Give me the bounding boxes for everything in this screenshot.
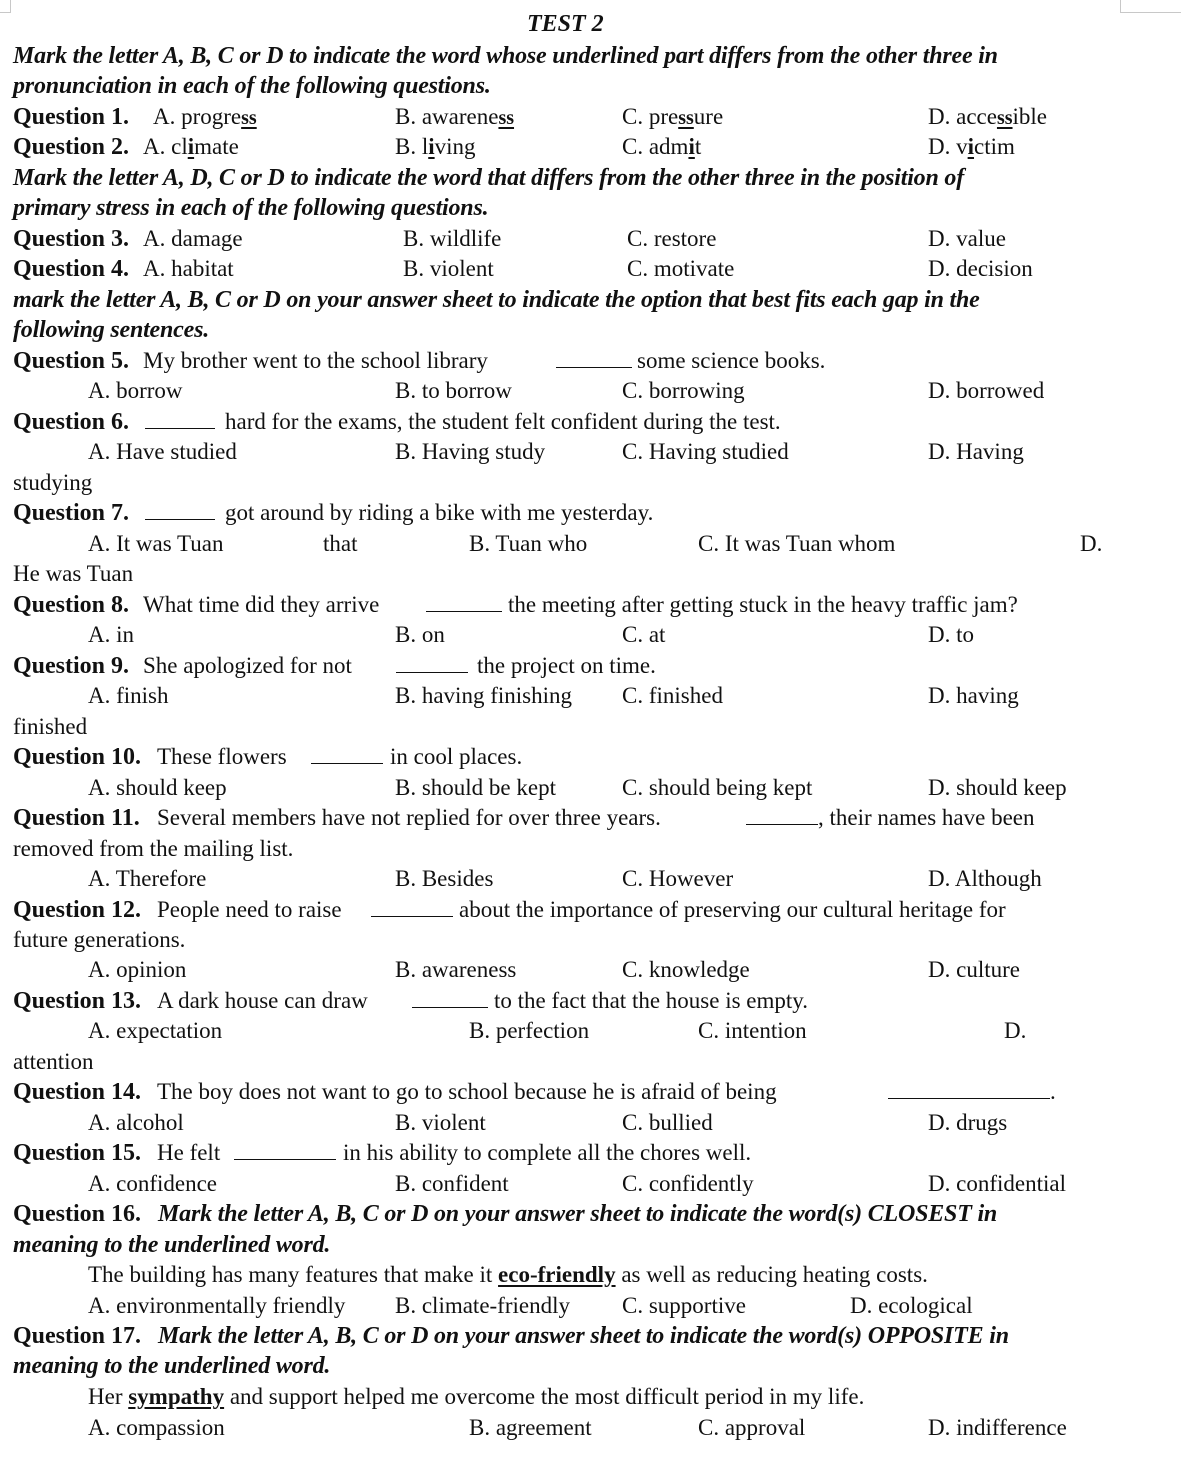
option-d: D. victim [928,134,1015,159]
question-sentence: Her sympathy and support helped me overcome the most difficult period in my life. [88,1384,865,1409]
option-c: C. knowledge [622,957,750,982]
option-a: A. damage [143,226,243,251]
question-stem-end: to the fact that the house is empty. [494,988,809,1013]
question-13-options-cont [0,1047,1181,1077]
option-b: B. to borrow [395,378,512,403]
question-stem: Several members have not replied for over three years. [157,805,661,830]
option-d: D. borrowed [928,378,1045,403]
option-b: B. living [395,134,476,159]
option-c: C. admit [622,134,702,159]
question-stem: What time did they arrive [143,592,380,617]
option-c: C. intention [698,1018,807,1043]
instruction-text: following sentences. [13,317,210,343]
question-8-options [0,620,1181,650]
option-a: A. in [88,622,134,647]
question-10-options [0,773,1181,803]
section1-instruction [0,41,1181,71]
question-label: Question 13. [13,988,142,1014]
question-15-options [0,1169,1181,1199]
option-b: B. perfection [469,1018,590,1043]
question-16 [0,1199,1181,1229]
option-a: A. compassion [88,1415,225,1440]
option-d: D. [1004,1018,1027,1043]
option-b: B. violent [395,1110,486,1135]
option-c: C. approval [698,1415,806,1440]
question-2 [0,132,1181,162]
option-d: D. confidential [928,1171,1066,1196]
option-d-cont: studying [13,470,93,495]
option-b: B. agreement [469,1415,592,1440]
question-14-options [0,1108,1181,1138]
question-12-options [0,955,1181,985]
question-1 [0,102,1181,132]
question-stem: My brother went to the school library [143,348,488,373]
question-label: Question 15. [13,1140,142,1166]
question-9 [0,651,1181,681]
underlined-word: sympathy [128,1384,225,1409]
question-17-sentence [0,1382,1181,1412]
option-a: A. borrow [88,378,183,403]
answer-blank [371,895,453,925]
option-c: C. However [622,866,734,891]
answer-blank [426,590,502,620]
option-a: A. environmentally friendly [88,1293,346,1318]
question-stem: He felt [157,1140,221,1165]
option-b: B. violent [403,256,494,281]
question-16-instruction-cont [0,1230,1181,1260]
instruction-text: Mark the letter A, B, C or D on your answer sheet to indicate the word(s) CLOSEST in [158,1201,998,1227]
option-d: D. Although [928,866,1042,891]
instruction-text: meaning to the underlined word. [13,1232,331,1258]
option-a: A. should keep [88,775,227,800]
option-b: B. awareness [395,957,517,982]
question-label: Question 11. [13,805,140,831]
option-d-cont: attention [13,1049,94,1074]
answer-blank [746,803,818,833]
option-b: B. wildlife [403,226,502,251]
question-16-options [0,1291,1181,1321]
question-label: Question 3. [13,226,130,252]
section2-instruction [0,163,1181,193]
option-b: B. having finishing [395,683,572,708]
question-stem-end: in his ability to complete all the chores well. [343,1140,752,1165]
question-5 [0,346,1181,376]
option-b: B. awareness [395,104,515,129]
option-c: C. bullied [622,1110,713,1135]
instruction-text: Mark the letter A, B, C or D on your answer sheet to indicate the word(s) OPPOSITE in [158,1323,1009,1349]
question-stem-end: hard for the exams, the student felt confident during the test. [225,409,781,434]
question-stem-end: the meeting after getting stuck in the heavy traffic jam? [508,592,1018,617]
option-c: C. supportive [622,1293,746,1318]
option-d: D. drugs [928,1110,1008,1135]
option-d: D. ecological [850,1293,973,1318]
option-d: D. should keep [928,775,1067,800]
question-4 [0,254,1181,284]
option-d: D. having [928,683,1019,708]
question-16-sentence [0,1260,1181,1290]
question-label: Question 2. [13,134,130,160]
answer-blank [145,407,215,437]
option-a: A. alcohol [88,1110,184,1135]
option-c: C. should being kept [622,775,813,800]
question-6 [0,407,1181,437]
question-label: Question 16. [13,1201,142,1227]
question-17-options [0,1413,1181,1443]
question-6-options [0,437,1181,467]
instruction-text: mark the letter A, B, C or D on your answer sheet to indicate the option that best fits each gap in the [13,287,980,313]
question-stem: A dark house can draw [157,988,368,1013]
option-a: A. expectation [88,1018,223,1043]
section1-instruction-cont [0,71,1181,101]
answer-blank [234,1138,336,1168]
option-b: B. Tuan who [469,531,588,556]
option-a: A. progress [153,104,257,129]
underlined-word: eco-friendly [498,1262,616,1287]
question-stem: People need to raise [157,897,342,922]
option-a: A. opinion [88,957,187,982]
option-d: D. Having [928,439,1024,464]
page-title: TEST 2 [527,11,604,37]
question-label: Question 14. [13,1079,142,1105]
option-a: A. Have studied [88,439,237,464]
option-c: C. pressure [622,104,724,129]
option-b: B. Having study [395,439,546,464]
question-3 [0,224,1181,254]
option-b: B. should be kept [395,775,556,800]
question-11-cont [0,834,1181,864]
option-a: A. climate [143,134,239,159]
option-d: D. [1080,531,1103,556]
option-d: D. culture [928,957,1020,982]
option-c: C. It was Tuan whom [698,531,896,556]
section3-instruction-cont [0,315,1181,345]
option-d: D. decision [928,256,1033,281]
question-8 [0,590,1181,620]
question-11 [0,803,1181,833]
question-stem-end: the project on time. [477,653,656,678]
question-label: Question 12. [13,897,142,923]
question-12-cont [0,925,1181,955]
option-d: D. accessible [928,104,1048,129]
question-13-options [0,1016,1181,1046]
instruction-text: meaning to the underlined word. [13,1353,331,1379]
question-stem: She apologized for not [143,653,352,678]
question-sentence: The building has many features that make it eco-friendly as well as reducing heating costs. [88,1262,928,1287]
option-d: D. value [928,226,1006,251]
title-line [0,9,1181,39]
question-5-options [0,376,1181,406]
question-7-options [0,529,1181,559]
option-a: A. finish [88,683,169,708]
question-label: Question 8. [13,592,130,618]
question-stem-cont: future generations. [13,927,186,952]
question-stem-end: in cool places. [390,744,523,769]
question-stem-end: about the importance of preserving our cultural heritage for [459,897,1006,922]
option-c: C. motivate [627,256,735,281]
question-label: Question 6. [13,409,130,435]
question-stem: These flowers [157,744,287,769]
question-label: Question 10. [13,744,142,770]
question-stem: The boy does not want to go to school because he is afraid of being [157,1079,777,1104]
instruction-text: primary stress in each of the following questions. [13,195,489,221]
answer-blank [311,742,383,772]
instruction-text: Mark the letter A, B, C or D to indicate the word whose underlined part differs from the other three in [13,43,998,69]
option-a-cont: that [323,531,358,556]
question-stem-end: . [1050,1079,1056,1104]
question-stem-end: , their names have been [818,805,1035,830]
section2-instruction-cont [0,193,1181,223]
question-17-instruction-cont [0,1351,1181,1381]
question-stem-cont: removed from the mailing list. [13,836,294,861]
question-stem-end: some science books. [637,348,826,373]
answer-blank [145,498,215,528]
option-b: B. climate-friendly [395,1293,570,1318]
option-c: C. finished [622,683,723,708]
option-b: B. on [395,622,445,647]
question-7-options-cont [0,559,1181,589]
option-b: B. Besides [395,866,494,891]
option-c: C. at [622,622,666,647]
option-d-cont: finished [13,714,88,739]
option-c: C. Having studied [622,439,789,464]
question-10 [0,742,1181,772]
option-c: C. confidently [622,1171,754,1196]
question-stem-end: got around by riding a bike with me yesterday. [225,500,654,525]
question-14 [0,1077,1181,1107]
answer-blank [396,651,468,681]
question-15 [0,1138,1181,1168]
option-c: C. borrowing [622,378,745,403]
question-7 [0,498,1181,528]
question-label: Question 4. [13,256,130,282]
option-d-cont: He was Tuan [13,561,134,586]
option-d: D. to [928,622,974,647]
question-13 [0,986,1181,1016]
question-9-options-cont [0,712,1181,742]
question-label: Question 1. [13,104,130,130]
question-11-options [0,864,1181,894]
question-label: Question 7. [13,500,130,526]
answer-blank [888,1077,1050,1107]
option-a: A. Therefore [88,866,207,891]
option-a: A. habitat [143,256,234,281]
option-c: C. restore [627,226,717,251]
question-12 [0,895,1181,925]
answer-blank [412,986,488,1016]
option-b: B. confident [395,1171,509,1196]
option-a: A. It was Tuan [88,531,224,556]
question-6-options-cont [0,468,1181,498]
instruction-text: Mark the letter A, D, C or D to indicate the word that differs from the other three in the position of [13,165,965,191]
section3-instruction [0,285,1181,315]
answer-blank [556,346,632,376]
question-17 [0,1321,1181,1351]
option-d: D. indifference [928,1415,1067,1440]
question-9-options [0,681,1181,711]
question-label: Question 9. [13,653,130,679]
instruction-text: pronunciation in each of the following questions. [13,73,491,99]
question-label: Question 17. [13,1323,142,1349]
question-label: Question 5. [13,348,130,374]
option-a: A. confidence [88,1171,217,1196]
